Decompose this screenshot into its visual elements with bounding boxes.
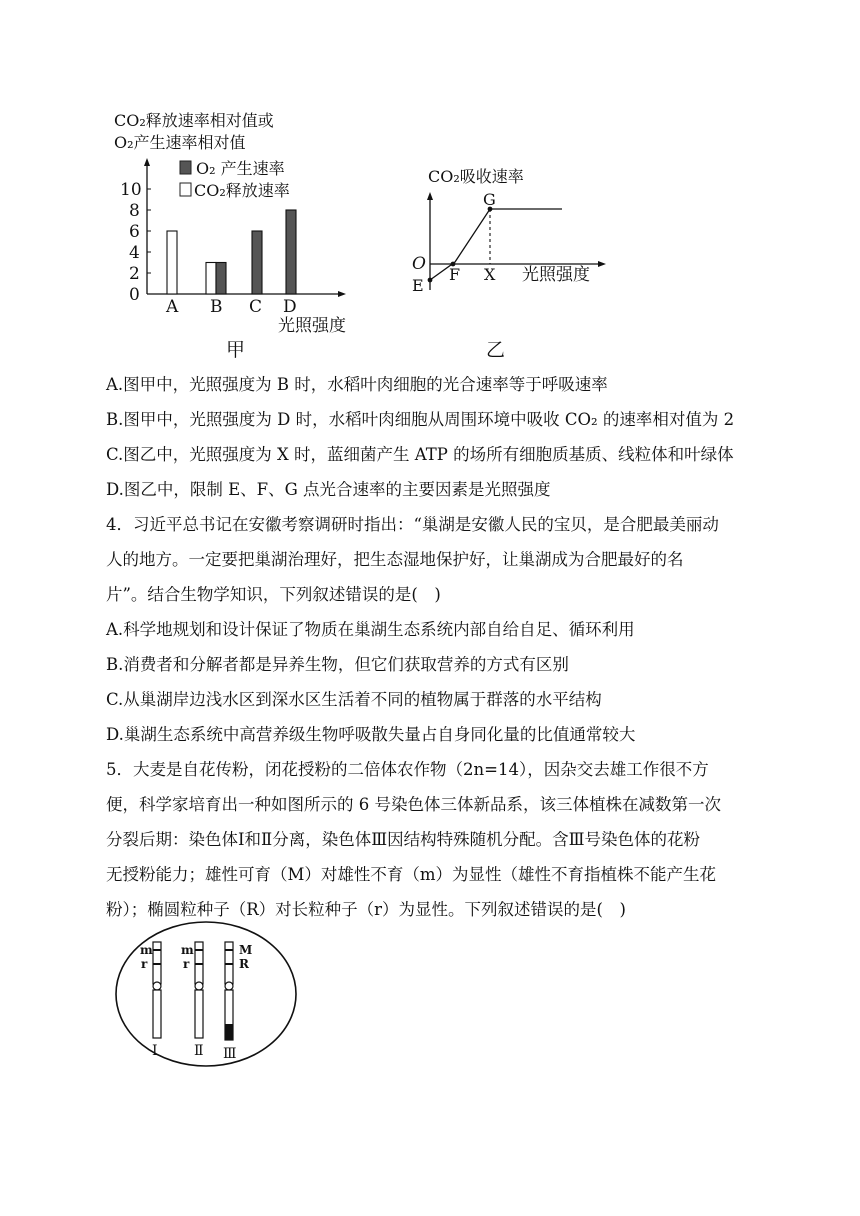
q5-stem-line2: 便，科学家培育出一种如图所示的 6 号染色体三体新品系，该三体植株在减数第一次 bbox=[106, 795, 721, 814]
chromosome-figure bbox=[110, 920, 306, 1070]
legend-o2-label: O₂ 产生速率 bbox=[196, 159, 285, 178]
c3-gene-M: M bbox=[239, 943, 253, 957]
q3-option-d: D.图乙中，限制 E、F、G 点光合速率的主要因素是光照强度 bbox=[106, 480, 551, 499]
c2-gene-r: r bbox=[183, 957, 190, 971]
yi-ylabel: CO₂吸收速率 bbox=[428, 167, 524, 186]
q4-option-b: B.消费者和分解者都是异养生物，但它们获取营养的方式有区别 bbox=[106, 655, 569, 674]
x-axis-arrow bbox=[338, 291, 346, 297]
x-tick-label: A bbox=[166, 297, 179, 317]
yi-x-axis-arrow bbox=[598, 261, 606, 267]
yi-point-E bbox=[428, 278, 433, 283]
q4-stem-line3: 片”。结合生物学知识，下列叙述错误的是( ) bbox=[106, 585, 441, 604]
c1-gene-r: r bbox=[141, 957, 148, 971]
yi-label-G: G bbox=[483, 190, 496, 209]
q5-stem-line3: 分裂后期：染色体Ⅰ和Ⅱ分离，染色体Ⅲ因结构特殊随机分配。含Ⅲ号染色体的花粉 bbox=[106, 830, 701, 849]
yi-x-axis-label: 光照强度 bbox=[522, 265, 590, 285]
y-tick-label: 6 bbox=[129, 222, 140, 242]
x-tick-label: C bbox=[249, 297, 263, 317]
q3-option-a: A.图甲中，光照强度为 B 时，水稻叶肉细胞的光合速率等于呼吸速率 bbox=[106, 375, 608, 394]
q4-stem-line1: 4．习近平总书记在安徽考察调研时指出：“巢湖是安徽人民的宝贝，是合肥最美丽动 bbox=[106, 515, 719, 534]
ylabel-line1: CO₂释放速率相对值或 bbox=[114, 111, 274, 130]
yi-y-axis-arrow bbox=[427, 192, 433, 200]
y-tick-label: 10 bbox=[120, 180, 142, 200]
y-tick-label: 2 bbox=[129, 264, 140, 284]
yi-label-X: X bbox=[484, 265, 496, 284]
y-axis-arrow bbox=[144, 158, 150, 166]
yi-label-F: F bbox=[449, 265, 461, 284]
figure-caption-yi: 乙 bbox=[486, 339, 506, 361]
q4-option-a: A.科学地规划和设计保证了物质在巢湖生态系统内部自给自足、循环利用 bbox=[106, 620, 635, 639]
c1-label: Ⅰ bbox=[152, 1043, 158, 1059]
q3-option-b: B.图甲中，光照强度为 D 时，水稻叶肉细胞从周围环境中吸收 CO₂ 的速率相对值为 2 bbox=[106, 410, 735, 429]
q5-stem-line4: 无授粉能力；雄性可育（M）对雄性不育（m）为显性（雄性不育指植株不能产生花 bbox=[106, 865, 717, 884]
figure-yi-line-graph bbox=[404, 158, 614, 364]
yi-label-E: E bbox=[412, 276, 424, 295]
q5-stem-line5: 粉）；椭圆粒种子（R）对长粒种子（r）为显性。下列叙述错误的是( ) bbox=[106, 900, 626, 919]
figure-jia-bar-chart bbox=[100, 104, 370, 366]
ylabel-line2: O₂产生速率相对值 bbox=[114, 133, 246, 152]
bar-co2-A bbox=[167, 231, 177, 294]
figure-caption-jia: 甲 bbox=[226, 339, 246, 361]
c1-gene-m: m bbox=[140, 943, 153, 957]
y-tick-label: 0 bbox=[129, 285, 140, 305]
c3-gene-R: R bbox=[239, 957, 249, 971]
x-tick-label: D bbox=[283, 297, 297, 317]
c3-label: Ⅲ bbox=[223, 1046, 237, 1062]
y-tick-label: 4 bbox=[129, 243, 140, 263]
bar-o2-C bbox=[252, 231, 262, 294]
q4-option-d: D.巢湖生态系统中高营养级生物呼吸散失量占自身同化量的比值通常较大 bbox=[106, 725, 636, 744]
q3-option-c: C.图乙中，光照强度为 X 时，蓝细菌产生 ATP 的场所有细胞质基质、线粒体和叶绿体 bbox=[106, 445, 734, 464]
q5-stem-line1: 5．大麦是自花传粉，闭花授粉的二倍体农作物（2n=14），因杂交去雄工作很不方 bbox=[106, 760, 709, 779]
c2-gene-m: m bbox=[181, 943, 194, 957]
chromosome-i bbox=[153, 942, 161, 1038]
yi-label-O: O bbox=[412, 254, 426, 274]
y-tick-label: 8 bbox=[129, 201, 140, 221]
legend-o2-swatch bbox=[180, 161, 191, 174]
bar-o2-B bbox=[216, 263, 226, 295]
q4-option-c: C.从巢湖岸边浅水区到深水区生活着不同的植物属于群落的水平结构 bbox=[106, 690, 602, 709]
c2-label: Ⅱ bbox=[194, 1043, 204, 1059]
x-axis-label: 光照强度 bbox=[278, 316, 346, 336]
chromosome-iii bbox=[225, 942, 233, 1040]
legend-co2-label: CO₂释放速率 bbox=[194, 181, 290, 200]
q4-stem-line2: 人的地方。一定要把巢湖治理好，把生态湿地保护好，让巢湖成为合肥最好的名 bbox=[106, 550, 684, 569]
legend-co2-swatch bbox=[180, 183, 191, 196]
bar-o2-D bbox=[286, 210, 296, 294]
bar-co2-B bbox=[206, 263, 216, 295]
x-tick-label: B bbox=[210, 297, 223, 317]
chromosome-ii bbox=[195, 942, 203, 1038]
